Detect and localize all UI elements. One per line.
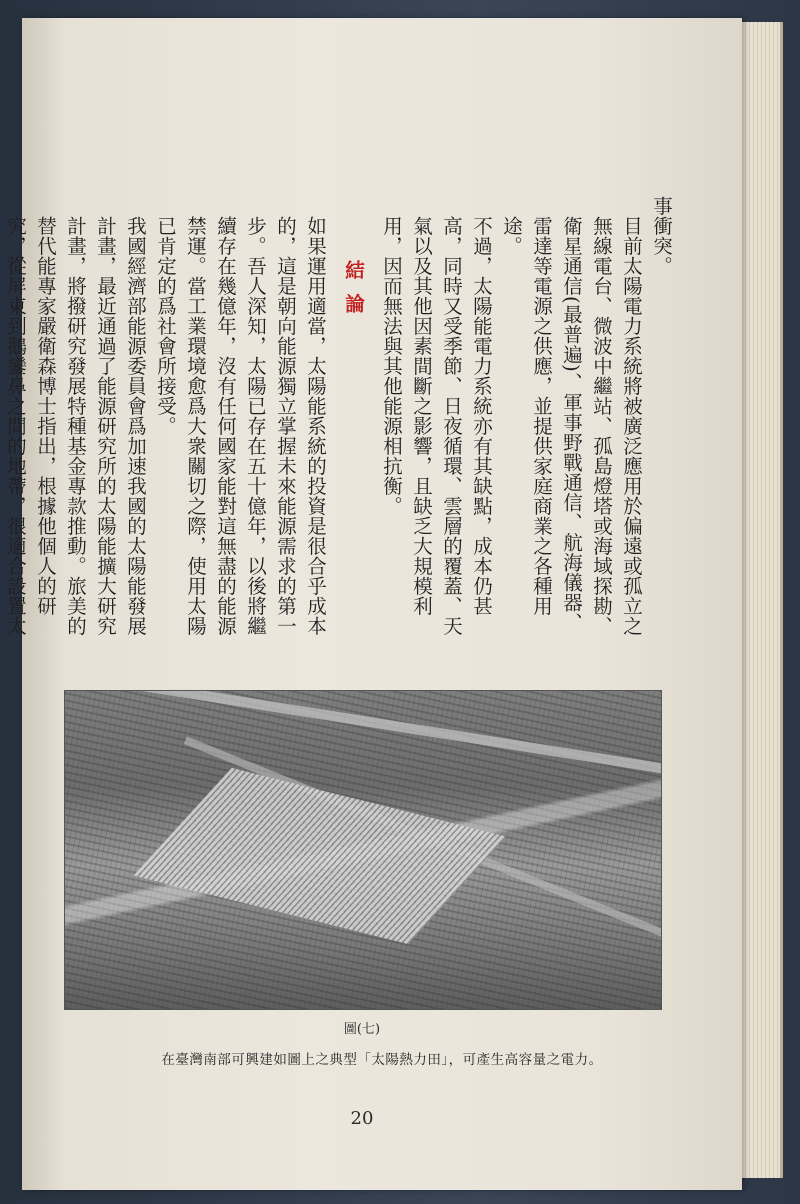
- paragraph-1: 事衝突。: [650, 196, 673, 276]
- book-page: [4, 18, 742, 1190]
- solar-field-photo: [64, 690, 662, 1010]
- figure-caption: 在臺灣南部可興建如圖上之典型「太陽熱力田」，可產生高容量之電力。: [161, 1052, 603, 1068]
- photo-road: [64, 690, 662, 786]
- vertical-text-block: [4, 196, 676, 636]
- paragraph-3: 不過，太陽能電力系統亦有其缺點，成本仍甚高，同時又受季節、日夜循環、雲層的覆蓋、天氣以及其他因素間斷之影響，且缺乏大規模利用，因而無法與其他能源相抗衡。: [380, 216, 493, 636]
- paragraph-4: 如果運用適當，太陽能系統的投資是很合乎成本的，這是朝向能源獨立掌握未來能源需求的第一步。吾人深知，太陽已存在五十億年，以後將繼續存在幾億年，沒有任何國家能對這無盡的能源禁運。當工業環境愈爲大衆關切之際，使用太陽已肯定的爲社會所接受。: [154, 216, 327, 636]
- figure-label: 圖(七): [343, 1022, 381, 1037]
- paragraph-2: 目前太陽電力系統將被廣泛應用於偏遠或孤立之無線電台、微波中繼站、孤島燈塔或海域探勘、衛星通信(最普遍)、軍事野戰通信、航海儀器、雷達等電源之供應，並提供家庭商業之各種用途。: [500, 216, 643, 636]
- page-number: 20: [350, 1108, 374, 1129]
- paragraph-5: 我國經濟部能源委員會爲加速我國的太陽能發展計畫，最近通過了能源研究所的太陽能擴大研究計畫，將撥研究發展特種基金專款推動。旅美的替代能專家嚴衛森博士指出，根據他個人的研究，從屏東到鵝鑾鼻之間的地帶，很適合設置太: [4, 216, 147, 636]
- photo-solar-collectors: [134, 768, 507, 944]
- section-heading: 結論: [342, 260, 365, 327]
